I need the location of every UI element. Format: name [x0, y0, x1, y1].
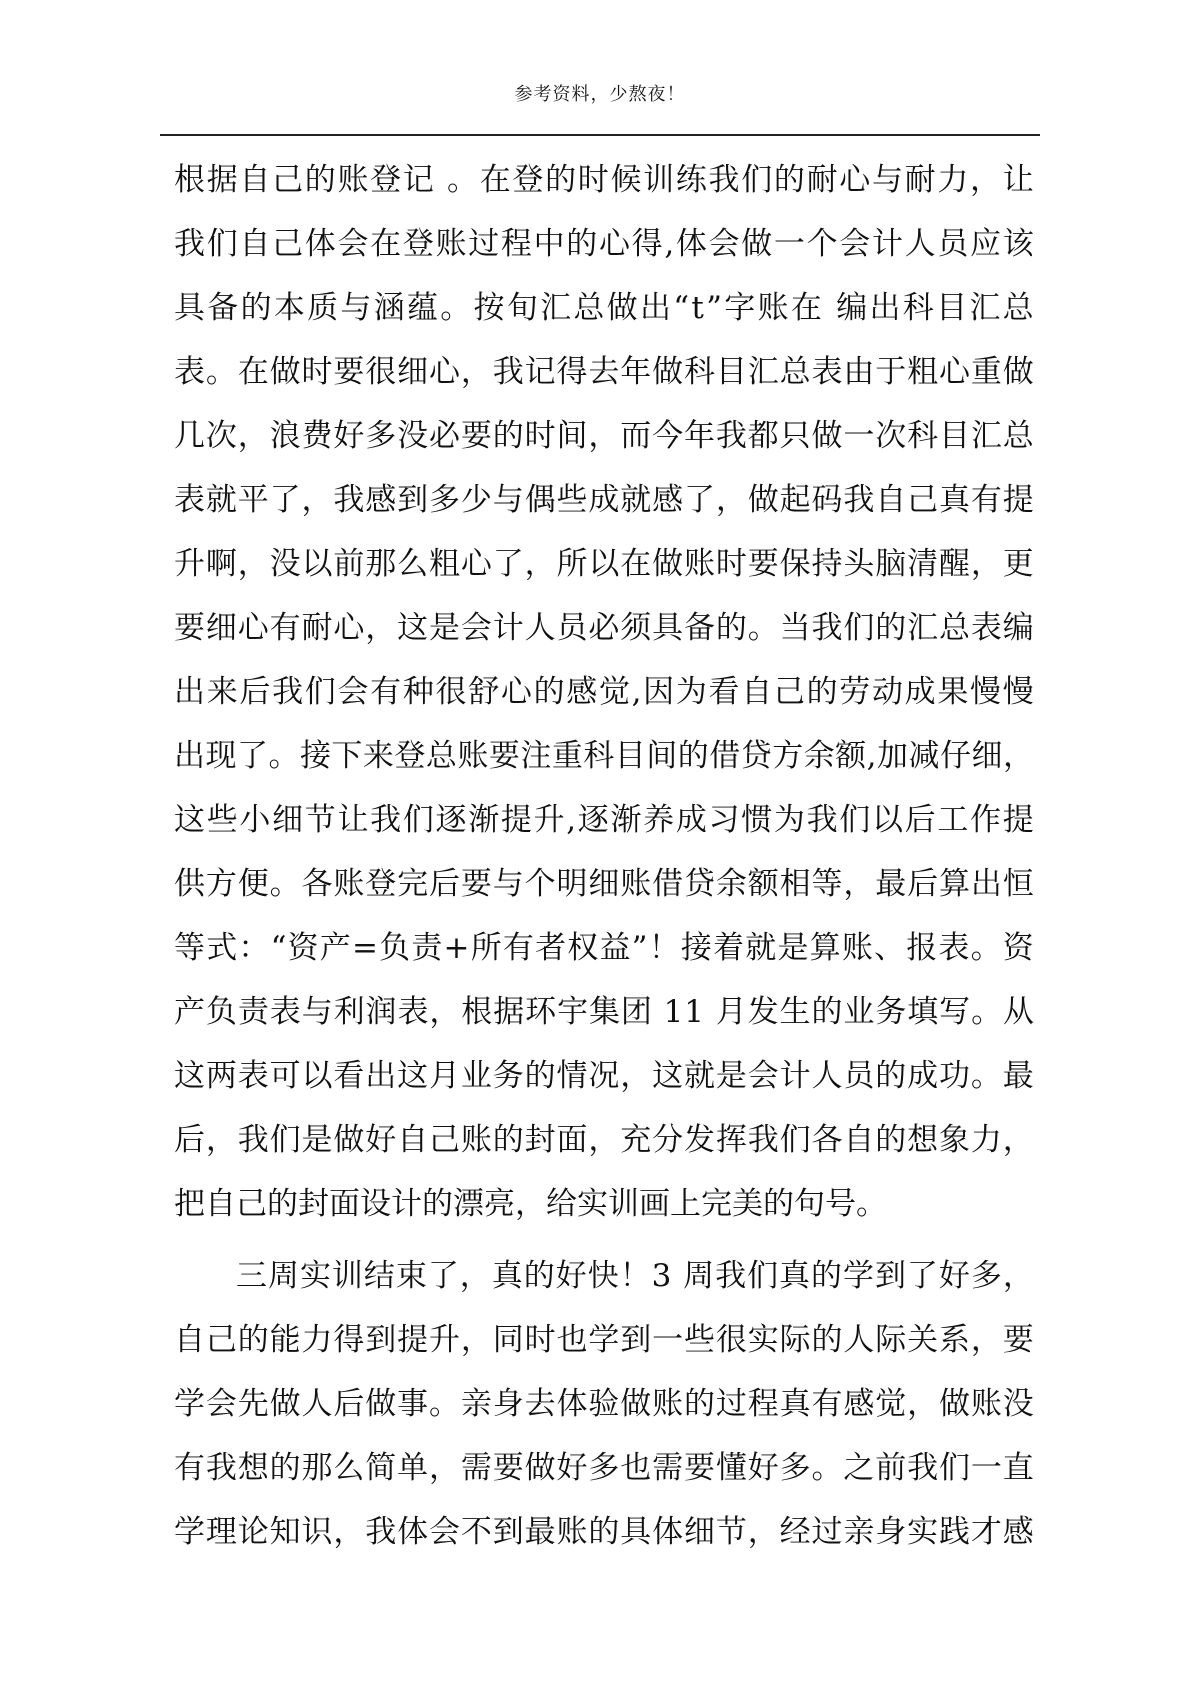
text-line: 学 会 先 做 人 后 做 事 。 亲 身 去 体 验 做 账 的 过 程 真 有 感 觉 ， 做 账 没 [174, 1386, 1034, 1422]
text-line: 升 啊 ， 没 以 前 那 么 粗 心 了 ， 所 以 在 做 账 时 要 保 持 头 脑 清 醒 ， 更 [174, 546, 1034, 582]
text-line: 根 据 自 己 的 账 登 记 。 在 登 的 时 候 训 练 我 们 的 耐 心 与 耐 力 ， 让 [174, 162, 1034, 198]
text-line: 三 周 实 训 结 束 了 ， 真 的 好 快 ！ 3 周 我 们 真 的 学 到 了 好 多 ， [236, 1258, 1034, 1294]
text-line: 我 们 自 己 体 会 在 登 账 过 程 中 的 心 得 , 体 会 做 一 个 会 计 人 员 应 该 [174, 226, 1034, 262]
text-line: 学 理 论 知 识 ， 我 体 会 不 到 最 账 的 具 体 细 节 ， 经 过 亲 身 实 践 才 感 [174, 1514, 1034, 1550]
text-line: 几 次 ， 浪 费 好 多 没 必 要 的 时 间 ， 而 今 年 我 都 只 做 一 次 科 目 汇 总 [174, 418, 1034, 454]
text-line: 出 来 后 我 们 会 有 种 很 舒 心 的 感 觉 , 因 为 看 自 己 的 劳 动 成 果 慢 慢 [174, 674, 1034, 710]
paragraph [174, 148, 1034, 1236]
text-line: 等 式 ： “ 资 产 = 负 责 + 所 有 者 权 益 ” ！ 接 着 就 是 算 账 、 报 表 。 资 [174, 930, 1034, 966]
text-line: 把自己的封面设计的漂亮，给实训画上完美的句号。 [174, 1186, 887, 1222]
text-line: 表 就 平 了 ， 我 感 到 多 少 与 偶 些 成 就 感 了 ， 做 起 码 我 自 己 真 有 提 [174, 482, 1034, 518]
document-body [174, 148, 1034, 1564]
text-line: 这 些 小 细 节 让 我 们 逐 渐 提 升 , 逐 渐 养 成 习 惯 为 我 们 以 后 工 作 提 [174, 802, 1034, 838]
text-line: 自 己 的 能 力 得 到 提 升 ， 同 时 也 学 到 一 些 很 实 际 的 人 际 关 系 ， 要 [174, 1322, 1034, 1358]
text-line: 供 方 便 。 各 账 登 完 后 要 与 个 明 细 账 借 贷 余 额 相 等 ， 最 后 算 出 恒 [174, 866, 1034, 902]
text-line: 这 两 表 可 以 看 出 这 月 业 务 的 情 况 ， 这 就 是 会 计 人 员 的 成 功 。 最 [174, 1058, 1034, 1094]
paragraph [174, 1244, 1034, 1564]
text-line: 有 我 想 的 那 么 简 单 ， 需 要 做 好 多 也 需 要 懂 好 多 。 之 前 我 们 一 直 [174, 1450, 1034, 1486]
page-header: 参考资料，少熬夜！ [514, 84, 686, 105]
text-line: 表 。 在 做 时 要 很 细 心 ， 我 记 得 去 年 做 科 目 汇 总 表 由 于 粗 心 重 做 [174, 354, 1034, 390]
text-line: 要 细 心 有 耐 心 ， 这 是 会 计 人 员 必 须 具 备 的 。 当 我 们 的 汇 总 表 编 [174, 610, 1034, 646]
text-line: 产 负 责 表 与 利 润 表 ， 根 据 环 宇 集 团 1 1 月 发 生 的 业 务 填 写 。 从 [174, 994, 1034, 1030]
text-line: 后 ， 我 们 是 做 好 自 己 账 的 封 面 ， 充 分 发 挥 我 们 各 自 的 想 象 力 ， [174, 1122, 1034, 1158]
text-line: 具 备 的 本 质 与 涵 蕴 。 按 旬 汇 总 做 出 “ t ” 字 账 在 编 出 科 目 汇 总 [174, 290, 1034, 326]
header-divider [160, 134, 1040, 136]
text-line: 出 现 了 。 接 下 来 登 总 账 要 注 重 科 目 间 的 借 贷 方 余 额 , 加 减 仔 细 ， [174, 738, 1034, 774]
